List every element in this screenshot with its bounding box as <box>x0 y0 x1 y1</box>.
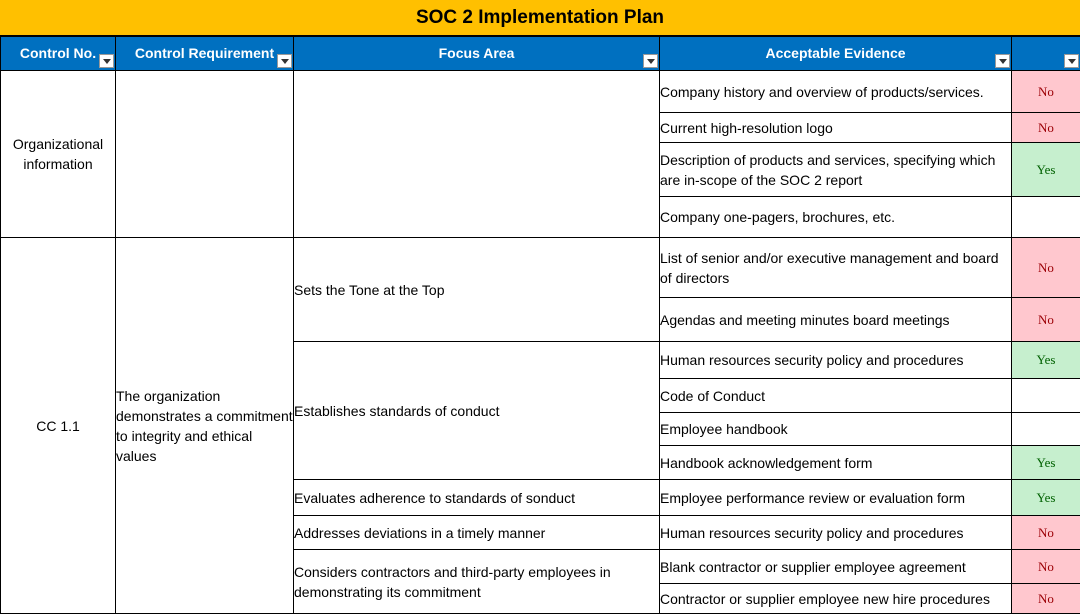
status-cell[interactable]: No <box>1012 584 1080 614</box>
control-requirement-cell[interactable] <box>116 71 294 238</box>
status-cell[interactable]: No <box>1012 71 1080 113</box>
control-no-cell[interactable]: CC 1.1 <box>1 238 116 614</box>
status-cell[interactable]: No <box>1012 238 1080 298</box>
evidence-cell[interactable]: Current high-resolution logo <box>660 113 1012 143</box>
status-cell[interactable] <box>1012 379 1080 413</box>
header-acceptable-evidence-label: Acceptable Evidence <box>765 37 905 70</box>
status-cell[interactable] <box>1012 413 1080 446</box>
status-cell[interactable]: No <box>1012 298 1080 342</box>
evidence-cell[interactable]: Code of Conduct <box>660 379 1012 413</box>
header-focus-area <box>294 37 660 71</box>
evidence-cell[interactable]: Company history and overview of products/services. <box>660 71 1012 113</box>
status-cell[interactable]: No <box>1012 113 1080 143</box>
evidence-cell[interactable]: Employee handbook <box>660 413 1012 446</box>
focus-area-cell[interactable]: Establishes standards of conduct <box>294 342 660 480</box>
evidence-cell[interactable]: Human resources security policy and procedures <box>660 342 1012 379</box>
status-cell[interactable]: Yes <box>1012 446 1080 480</box>
evidence-cell[interactable]: Company one-pagers, brochures, etc. <box>660 197 1012 238</box>
dropdown-arrow-icon[interactable] <box>995 54 1010 68</box>
status-cell[interactable] <box>1012 197 1080 238</box>
status-cell[interactable]: No <box>1012 550 1080 584</box>
status-cell[interactable]: Yes <box>1012 342 1080 379</box>
header-control-no-label: Control No. <box>20 37 96 70</box>
control-requirement-cell[interactable]: The organization demonstrates a commitment to integrity and ethical values <box>116 238 294 614</box>
evidence-cell[interactable]: Contractor or supplier employee new hire procedures <box>660 584 1012 614</box>
implementation-plan-table <box>0 36 1080 614</box>
focus-area-cell[interactable]: Sets the Tone at the Top <box>294 238 660 342</box>
dropdown-arrow-icon[interactable] <box>277 54 292 68</box>
evidence-cell[interactable]: Employee performance review or evaluation form <box>660 480 1012 516</box>
header-status <box>1012 37 1080 71</box>
header-control-requirement-label: Control Requirement <box>135 37 274 70</box>
evidence-cell[interactable]: Human resources security policy and procedures <box>660 516 1012 550</box>
dropdown-arrow-icon[interactable] <box>99 54 114 68</box>
header-control-requirement <box>116 37 294 71</box>
header-focus-area-label: Focus Area <box>439 37 515 70</box>
evidence-cell[interactable]: Agendas and meeting minutes board meetings <box>660 298 1012 342</box>
focus-area-cell[interactable] <box>294 71 660 238</box>
table-row <box>1 238 1080 298</box>
focus-area-cell[interactable]: Addresses deviations in a timely manner <box>294 516 660 550</box>
evidence-cell[interactable]: Description of products and services, specifying which are in-scope of the SOC 2 report <box>660 143 1012 197</box>
evidence-cell[interactable]: Blank contractor or supplier employee agreement <box>660 550 1012 584</box>
header-acceptable-evidence <box>660 37 1012 71</box>
header-control-no <box>1 37 116 71</box>
status-cell[interactable]: Yes <box>1012 480 1080 516</box>
dropdown-arrow-icon[interactable] <box>1064 54 1079 68</box>
evidence-cell[interactable]: Handbook acknowledgement form <box>660 446 1012 480</box>
table-row <box>1 71 1080 113</box>
focus-area-cell[interactable]: Evaluates adherence to standards of sonduct <box>294 480 660 516</box>
evidence-cell[interactable]: List of senior and/or executive management and board of directors <box>660 238 1012 298</box>
sheet-title: SOC 2 Implementation Plan <box>0 0 1080 36</box>
control-no-cell[interactable]: Organizational information <box>1 71 116 238</box>
header-row <box>1 37 1080 71</box>
dropdown-arrow-icon[interactable] <box>643 54 658 68</box>
status-cell[interactable]: Yes <box>1012 143 1080 197</box>
focus-area-cell[interactable]: Considers contractors and third-party employees in demonstrating its commitment <box>294 550 660 614</box>
status-cell[interactable]: No <box>1012 516 1080 550</box>
